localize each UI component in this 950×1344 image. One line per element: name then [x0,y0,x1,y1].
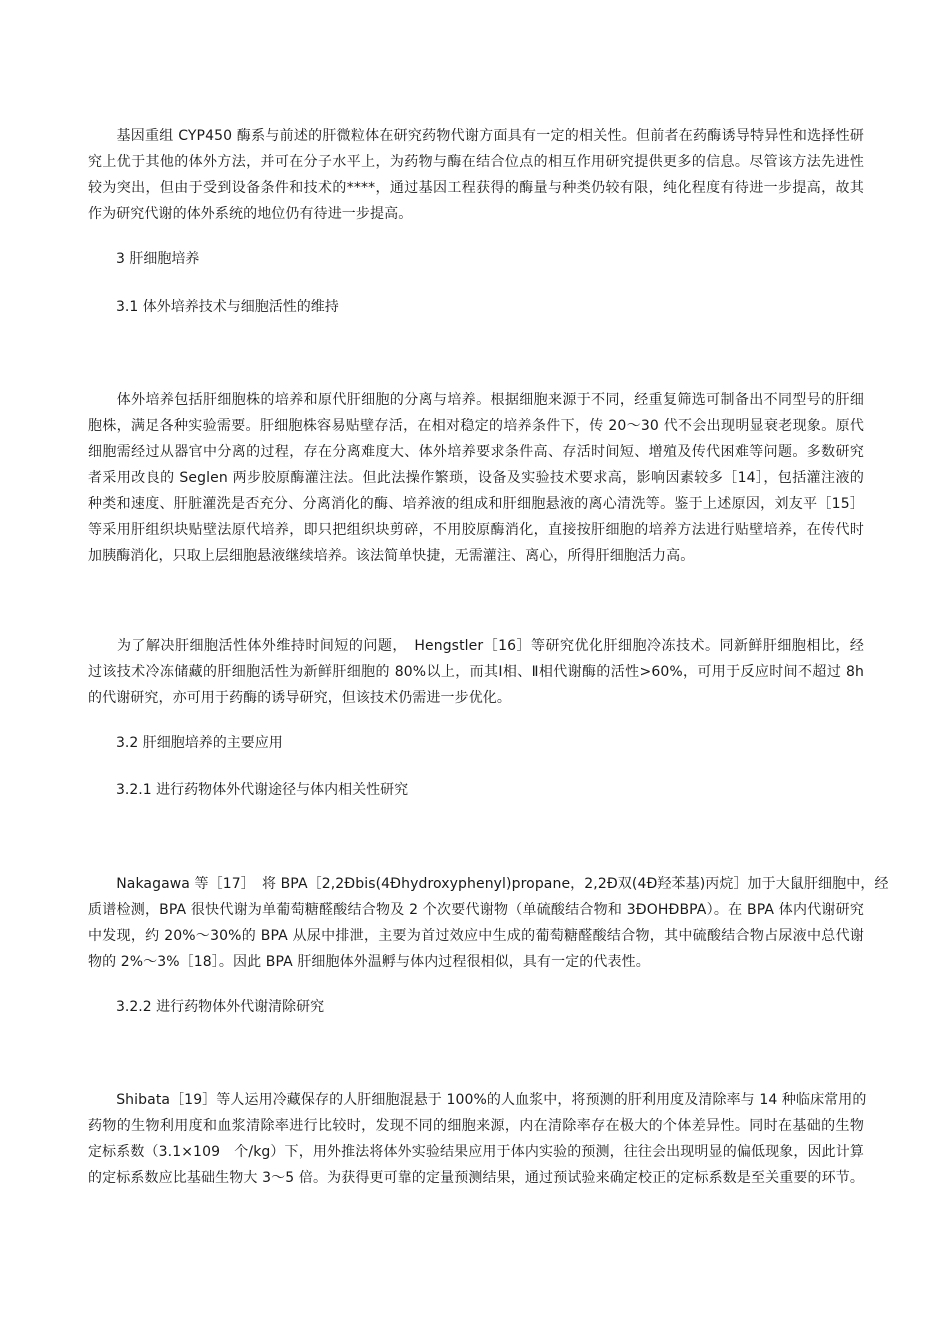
paragraph-line: 加胰酶消化，只取上层细胞悬液继续培养。该法简单快捷，无需灌注、离心，所得肝细胞活力高。 [88,548,695,564]
paragraph-line: 究上优于其他的体外方法，并可在分子水平上，为药物与酶在结合位点的相互作用研究提供更多的信息。尽管该方法先进性 [88,154,864,170]
paragraph-line: 的定标系数应比基础生物大 3～5 倍。为获得更可靠的定量预测结果，通过预试验来确定校正的定标系数是至关重要的环节。 [88,1170,864,1186]
paragraph-line: 种类和速度、肝脏灌洗是否充分、分离消化的酶、培养液的组成和肝细胞悬液的离心清洗等。鉴于上述原因，刘友平［15］ [88,496,864,512]
subsubsection-heading: 3.2.2 进行药物体外代谢清除研究 [116,999,325,1015]
paragraph-line: 基因重组 CYP450 酶系与前述的肝微粒体在研究药物代谢方面具有一定的相关性。但前者在药酶诱导特异性和选择性研 [88,128,864,144]
paragraph-line: 等采用肝组织块贴壁法原代培养，即只把组织块剪碎，不用胶原酶消化，直接按肝细胞的培养方法进行贴壁培养，在传代时 [88,522,864,538]
paragraph-line: 过该技术冷冻储藏的肝细胞活性为新鲜肝细胞的 80%以上，而其Ⅰ相、Ⅱ相代谢酶的活性>60%，可用于反应时间不超过 8h [88,664,864,680]
paragraph-line: Nakagawa 等［17］ 将 BPA［2,2Ðbis(4Ðhydroxyphenyl)propane，2,2Ð双(4Ð羟苯基)丙烷］加于大鼠肝细胞中，经 [88,876,889,892]
paragraph-line: 为了解决肝细胞活性体外维持时间短的问题， Hengstler［16］等研究优化肝细胞冷冻技术。同新鲜肝细胞相比，经 [88,638,864,654]
paragraph-line: 中发现，约 20%～30%的 BPA 从尿中排泄，主要为首过效应中生成的葡萄糖醛酸结合物，其中硫酸结合物占尿液中总代谢 [88,928,864,944]
subsection-heading: 3.1 体外培养技术与细胞活性的维持 [116,299,339,315]
paragraph-line: 定标系数（3.1×109 个/kg）下，用外推法将体外实验结果应用于体内实验的预测，往往会出现明显的偏低现象，因此计算 [88,1144,864,1160]
paragraph-line: 胞株，满足各种实验需要。肝细胞株容易贴壁存活，在相对稳定的培养条件下，传 20～30 代不会出现明显衰老现象。原代 [88,418,864,434]
paragraph-line: 体外培养包括肝细胞株的培养和原代肝细胞的分离与培养。根据细胞来源于不同，经重复筛选可制备出不同型号的肝细 [88,392,864,408]
paragraph-line: 作为研究代谢的体外系统的地位仍有待进一步提高。 [88,206,413,222]
paragraph-line: 者采用改良的 Seglen 两步胶原酶灌注法。但此法操作繁琐，设备及实验技术要求高，影响因素较多［14］，包括灌注液的 [88,470,864,486]
paragraph-line: 药物的生物利用度和血浆清除率进行比较时，发现不同的细胞来源，内在清除率存在极大的个体差异性。同时在基础的生物 [88,1118,864,1134]
paragraph-line: 细胞需经过从器官中分离的过程，存在分离难度大、体外培养要求条件高、存活时间短、增殖及传代困难等问题。多数研究 [88,444,864,460]
subsection-heading: 3.2 肝细胞培养的主要应用 [116,735,283,751]
subsubsection-heading: 3.2.1 进行药物体外代谢途径与体内相关性研究 [116,782,409,798]
paragraph-line: 质谱检测，BPA 很快代谢为单葡萄糖醛酸结合物及 2 个次要代谢物（单硫酸结合物和 3ÐOHÐBPA）。在 BPA 体内代谢研究 [88,902,864,918]
paragraph-line: 的代谢研究，亦可用于药酶的诱导研究，但该技术仍需进一步优化。 [88,690,511,706]
paragraph-line: 物的 2%～3%［18］。因此 BPA 肝细胞体外温孵与体内过程很相似，具有一定的代表性。 [88,954,650,970]
paragraph-line: 较为突出，但由于受到设备条件和技术的****，通过基因工程获得的酶量与种类仍较有限，纯化程度有待进一步提高，故其 [88,180,864,196]
paragraph-line: Shibata［19］等人运用冷藏保存的人肝细胞混悬于 100%的人血浆中，将预测的肝利用度及清除率与 14 种临床常用的 [88,1092,867,1108]
section-heading: 3 肝细胞培养 [116,251,200,267]
